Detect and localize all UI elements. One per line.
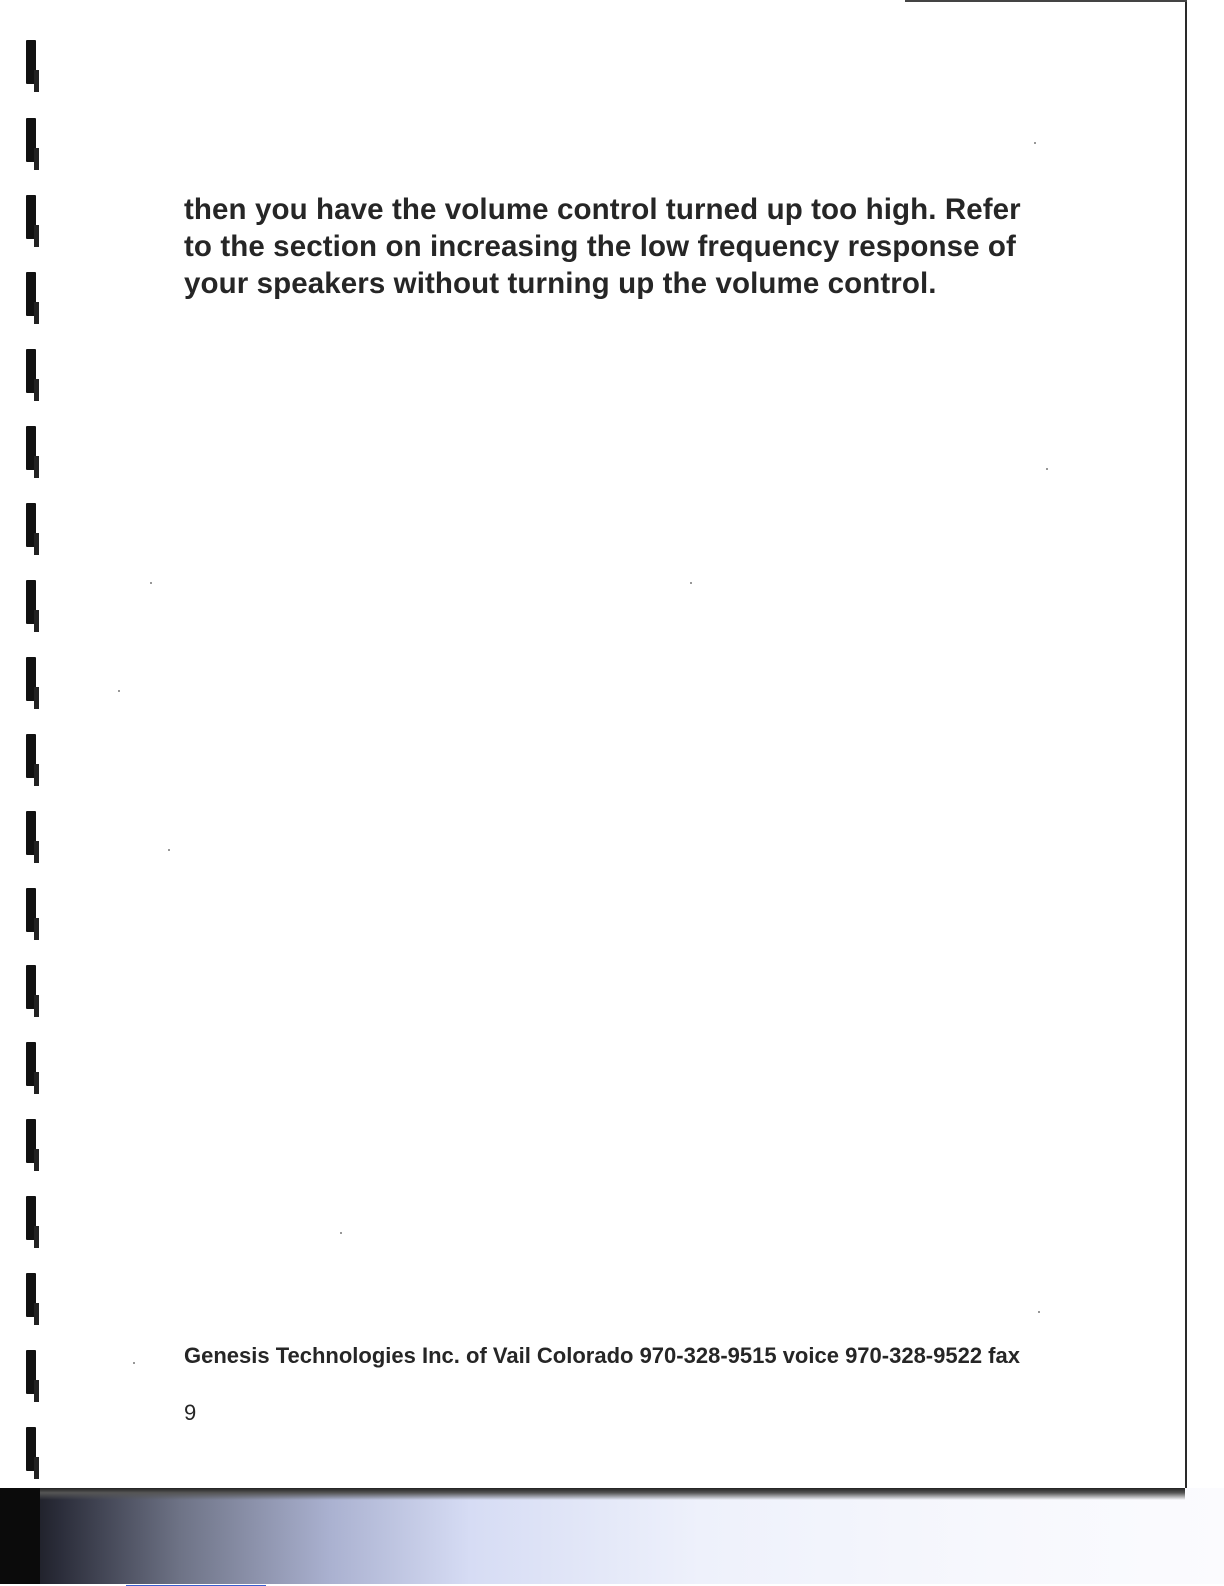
binding-hole [26,734,36,778]
binding-hole [26,40,36,84]
binding-hole [26,426,36,470]
scan-speck [1038,1311,1040,1313]
binding-hole [26,888,36,932]
binding-hole [26,965,36,1009]
binding-hole [26,811,36,855]
body-line: to the section on increasing the low frequency response of [184,230,1016,263]
binding-hole [26,1119,36,1163]
binding-hole [26,1427,36,1471]
body-line: then you have the volume control turned up too high. Refer [184,193,1021,226]
page-number: 9 [184,1400,197,1425]
scan-speck [1034,142,1036,144]
binding-hole [26,1350,36,1394]
binding-hole [26,1196,36,1240]
binding-hole [26,580,36,624]
scan-speck [118,690,120,692]
binding-hole [26,1042,36,1086]
page-top-edge [905,0,1187,2]
binding-hole [26,1273,36,1317]
scan-speck [168,849,170,851]
scan-speck [1046,468,1048,470]
spiral-binding [26,40,40,1500]
binding-hole [26,349,36,393]
footer-contact-info: Genesis Technologies Inc. of Vail Colorado 970-328-9515 voice 970-328-9522 fax [184,1343,1020,1368]
scanner-shadow [0,1488,1224,1584]
binding-hole [26,503,36,547]
binding-hole [26,118,36,162]
body-line: your speakers without turning up the volume control. [184,267,937,300]
scan-speck [150,582,152,584]
scan-speck [340,1232,342,1234]
binding-hole [26,657,36,701]
body-paragraph [184,191,1094,302]
scan-speck [690,582,692,584]
binding-hole [26,195,36,239]
binding-hole [26,272,36,316]
scan-speck [133,1362,135,1364]
